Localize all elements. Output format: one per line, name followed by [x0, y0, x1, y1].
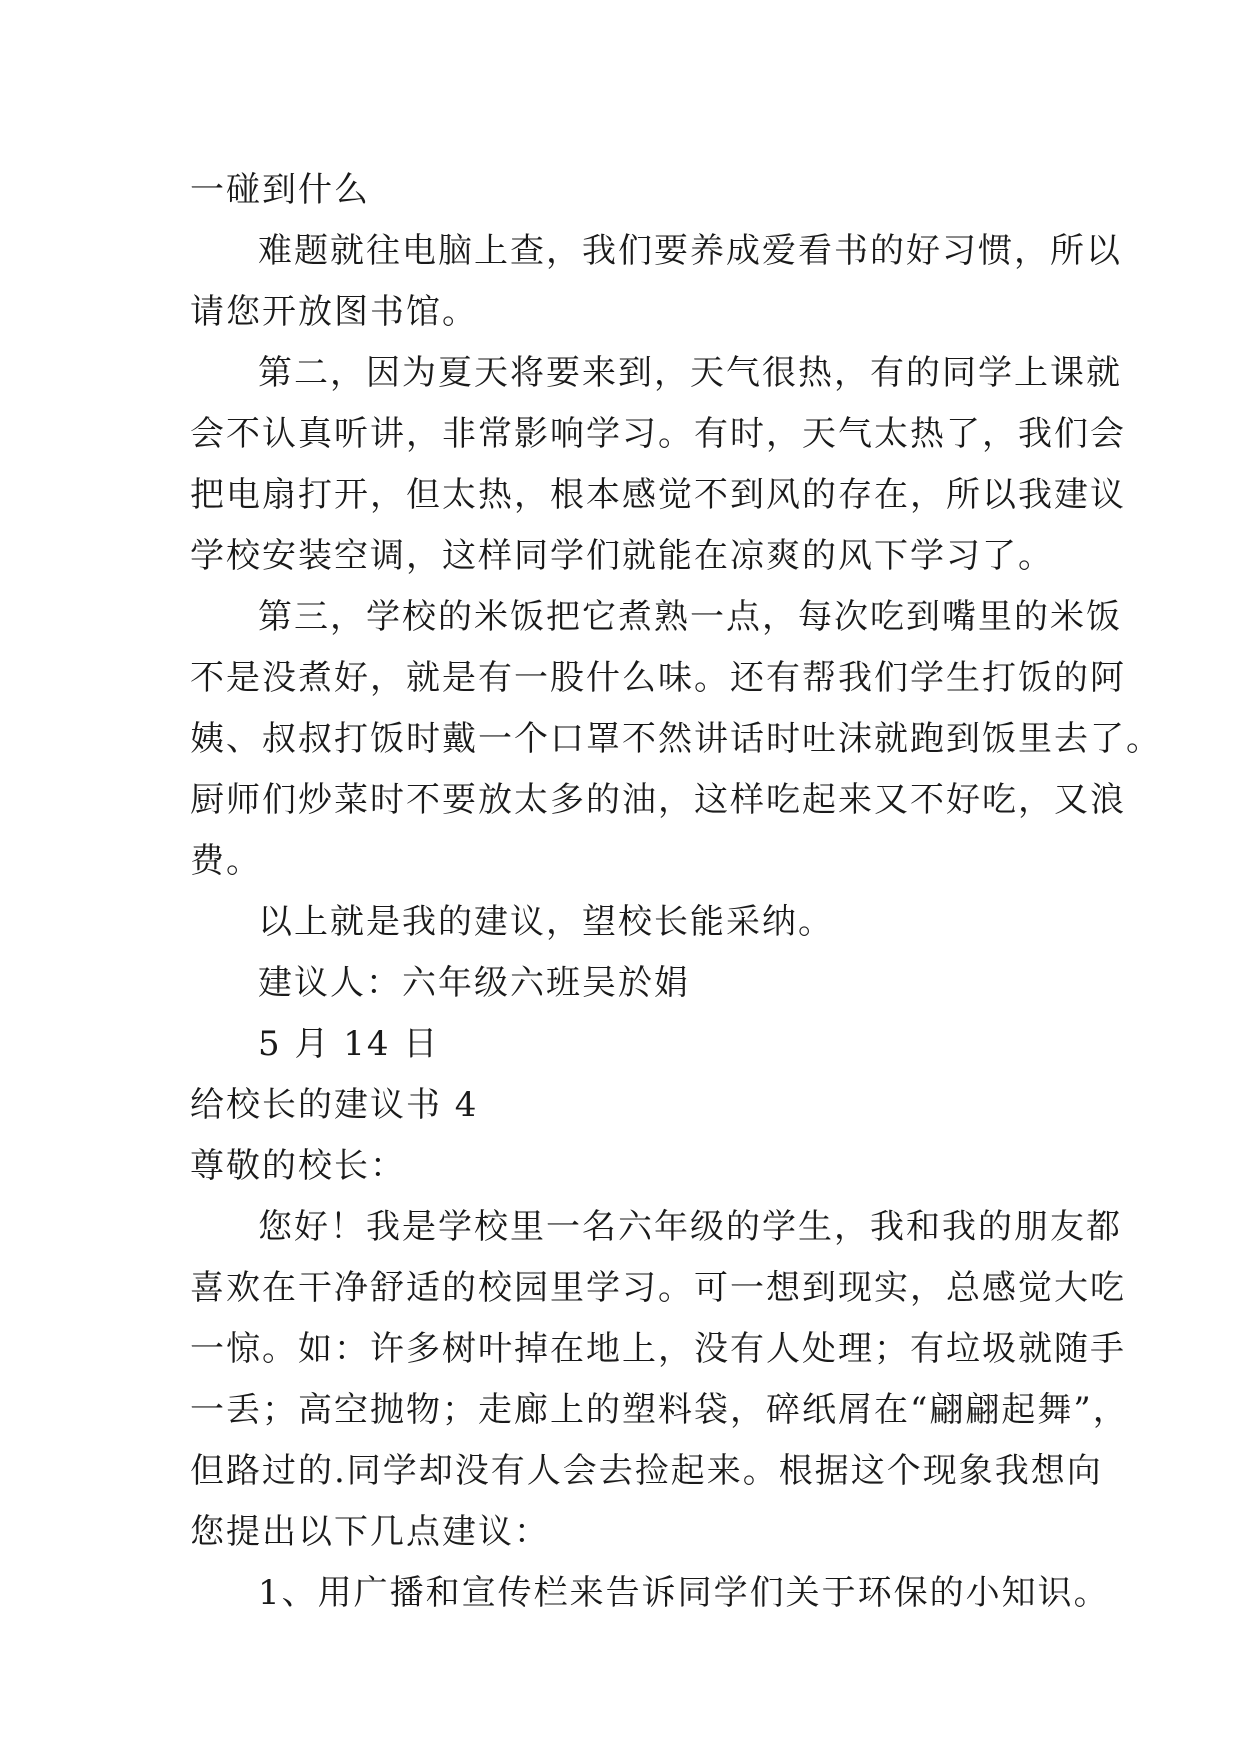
text-line: 请您开放图书馆。 [190, 292, 478, 332]
text-line: 学校安装空调，这样同学们就能在凉爽的风下学习了。 [190, 536, 1054, 576]
section-title: 给校长的建议书 4 [190, 1085, 479, 1125]
text-line: 您提出以下几点建议： [190, 1512, 550, 1552]
closing-line: 以上就是我的建议，望校长能采纳。 [258, 902, 834, 942]
text-line: 一惊。如：许多树叶掉在地上，没有人处理；有垃圾就随手 [190, 1329, 1126, 1369]
list-item: 1、用广播和宣传栏来告诉同学们关于环保的小知识。 [258, 1573, 1110, 1613]
salutation-line: 尊敬的校长： [190, 1146, 406, 1186]
text-line: 一丢；高空抛物；走廊上的塑料袋，碎纸屑在“翩翩起舞”， [190, 1390, 1129, 1430]
signature-line: 建议人：六年级六班吴於娟 [258, 963, 690, 1003]
text-line: 一碰到什么 [190, 170, 370, 210]
text-line: 姨、叔叔打饭时戴一个口罩不然讲话时吐沫就跑到饭里去了。 [190, 719, 1162, 759]
text-line: 难题就往电脑上查，我们要养成爱看书的好习惯，所以 [258, 231, 1122, 271]
text-line: 您好！我是学校里一名六年级的学生，我和我的朋友都 [258, 1207, 1122, 1247]
text-line: 喜欢在干净舒适的校园里学习。可一想到现实，总感觉大吃 [190, 1268, 1126, 1308]
text-line: 第三，学校的米饭把它煮熟一点，每次吃到嘴里的米饭 [258, 597, 1122, 637]
text-line: 会不认真听讲，非常影响学习。有时，天气太热了，我们会 [190, 414, 1126, 454]
text-line: 厨师们炒菜时不要放太多的油，这样吃起来又不好吃，又浪 [190, 780, 1126, 820]
text-line: 费。 [190, 841, 262, 881]
text-line: 把电扇打开，但太热，根本感觉不到风的存在，所以我建议 [190, 475, 1126, 515]
text-line: 不是没煮好，就是有一股什么味。还有帮我们学生打饭的阿 [190, 658, 1126, 698]
document-body [190, 160, 1162, 1624]
text-line: 但路过的.同学却没有人会去捡起来。根据这个现象我想向 [190, 1451, 1103, 1491]
date-line: 5 月 14 日 [258, 1024, 440, 1064]
text-line: 第二，因为夏天将要来到，天气很热，有的同学上课就 [258, 353, 1122, 393]
